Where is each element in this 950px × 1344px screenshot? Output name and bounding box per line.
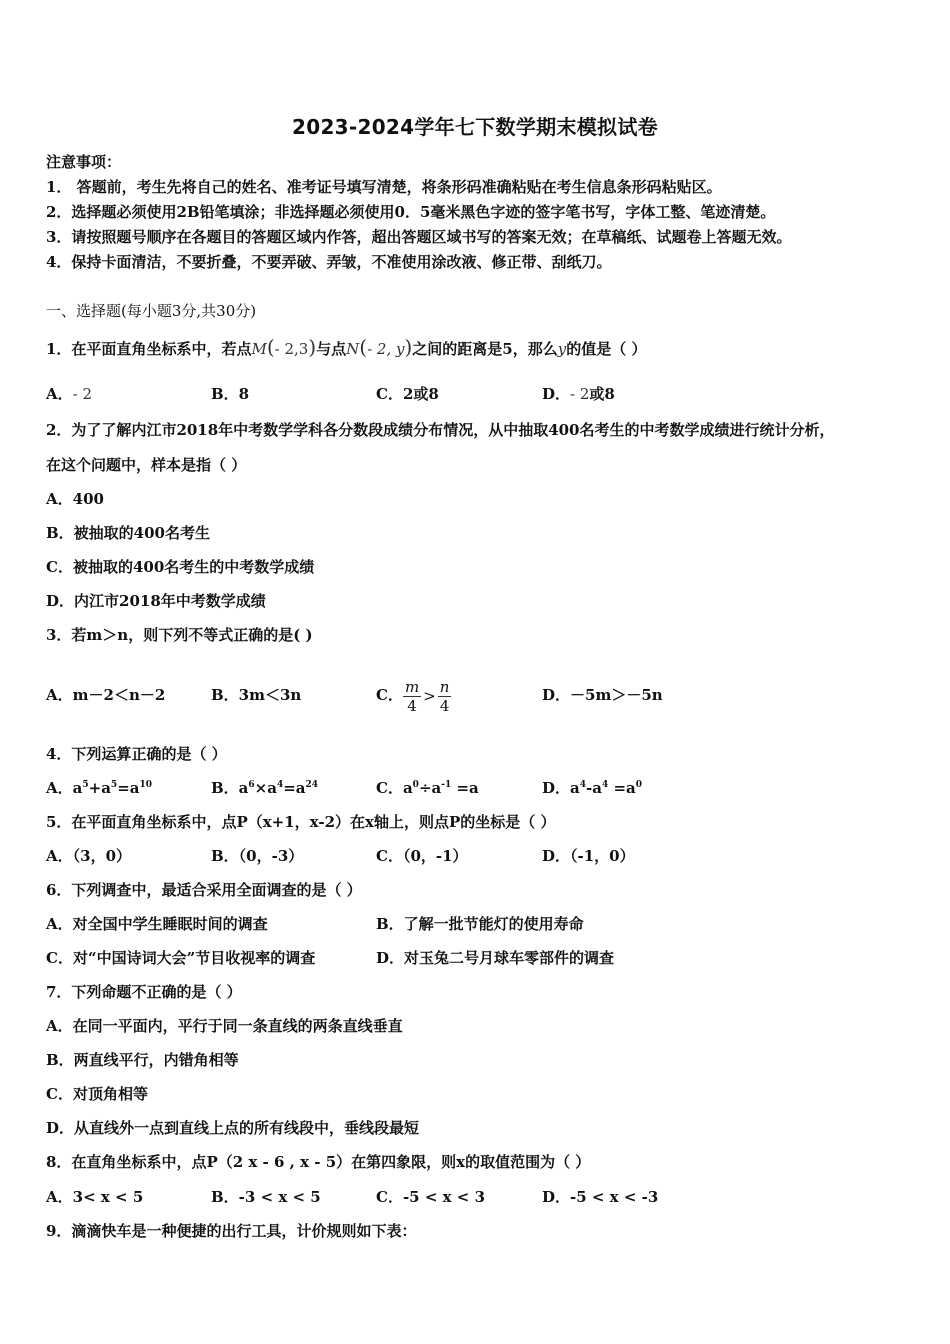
q2-option-b: B．被抽取的400名考生 xyxy=(46,524,210,542)
notice-item-2: 2．选择题必须使用2B铅笔填涂；非选择题必须使用0．5毫米黑色字迹的签字笔书写，字体工整、笔迹清楚。 xyxy=(46,203,776,221)
q1-point-m: M xyxy=(251,340,267,358)
q1-point-n: N xyxy=(346,340,360,358)
q3-option-d: D．－5m＞－5n xyxy=(542,686,663,704)
q6-option-d: D．对玉兔二号月球车零部件的调查 xyxy=(376,949,615,967)
question-3-stem: 3．若m＞n，则下列不等式正确的是( ) xyxy=(46,626,313,644)
q3-option-b: B．3m＜3n xyxy=(211,686,302,704)
question-2-stem-line-1: 2．为了了解内江市2018年中考数学学科各分数段成绩分布情况，从中抽取400名考生的中考数学成绩进行统计分析， xyxy=(46,421,835,439)
q8-option-a: A．3< x < 5 xyxy=(46,1188,144,1206)
q1-option-d: D．- 2或8 xyxy=(542,385,615,403)
question-9-stem: 9．滴滴快车是一种便捷的出行工具，计价规则如下表： xyxy=(46,1222,417,1240)
q7-option-c: C．对顶角相等 xyxy=(46,1085,148,1103)
q7-option-a: A．在同一平面内，平行于同一条直线的两条直线垂直 xyxy=(46,1017,403,1035)
q1-text-1: 1．在平面直角坐标系中，若点 xyxy=(46,340,252,358)
question-2-stem-line-2: 在这个问题中，样本是指（ ） xyxy=(46,456,247,474)
q1-var-y: y xyxy=(557,340,567,358)
q8-option-d: D．-5 < x < -3 xyxy=(542,1188,659,1206)
q3-fraction-n-over-4: $\frac{n}{4}$ xyxy=(439,677,450,715)
q1-point-m-coords: - 2,3 xyxy=(274,340,309,358)
q6-option-c: C．对“中国诗词大会”节目收视率的调查 xyxy=(46,949,316,967)
question-7-stem: 7．下列命题不正确的是（ ） xyxy=(46,983,242,1001)
question-5-stem: 5．在平面直角坐标系中，点P（x+1，x-2）在x轴上，则点P的坐标是（ ） xyxy=(46,813,556,831)
q1-option-a: A．- 2 xyxy=(46,385,93,403)
notice-item-1: 1． 答题前，考生先将自己的姓名、准考证号填写清楚，将条形码准确粘贴在考生信息条形码粘贴区。 xyxy=(46,178,722,196)
page-title: 2023-2024学年七下数学期末模拟试卷 xyxy=(292,115,658,139)
q5-option-a: A．（3，0） xyxy=(46,847,132,865)
q4-option-d: D．$a^4-a^4 =a^0$ xyxy=(542,779,642,797)
q4-option-b: B．$a^6\times a^4=a^{24}$ xyxy=(211,779,319,797)
q2-option-d: D．内江市2018年中考数学成绩 xyxy=(46,592,266,610)
q1-text-2: 与点 xyxy=(316,340,347,358)
q6-option-a: A．对全国中学生睡眠时间的调查 xyxy=(46,915,268,933)
question-8-stem: 8．在直角坐标系中，点P（2 x - 6 , x - 5）在第四象限，则x的取值范围为（ ） xyxy=(46,1153,591,1171)
question-6-stem: 6．下列调查中，最适合采用全面调查的是（ ） xyxy=(46,881,362,899)
q1-text-4: 的值是（ ） xyxy=(566,340,647,358)
question-1-stem: 1．在平面直角坐标系中，若点M(- 2,3)与点N(- 2, y)之间的距离是5，那么y的值是（ ） xyxy=(46,335,647,359)
q3-option-a: A．m－2＜n－2 xyxy=(46,686,166,704)
q2-option-a: A．400 xyxy=(46,490,104,508)
q8-option-b: B．-3 < x < 5 xyxy=(211,1188,321,1206)
q5-option-c: C．（0，-1） xyxy=(376,847,468,865)
notice-heading: 注意事项： xyxy=(46,153,122,171)
notice-item-4: 4．保持卡面清洁，不要折叠，不要弄破、弄皱，不准使用涂改液、修正带、刮纸刀。 xyxy=(46,253,612,271)
q6-option-b: B．了解一批节能灯的使用寿命 xyxy=(376,915,584,933)
q1-point-n-coords: - 2, y xyxy=(367,340,405,358)
q5-option-d: D．（-1，0） xyxy=(542,847,635,865)
q3-option-c: C． $\frac{m}{4}$ > $\frac{n}{4}$ xyxy=(376,677,450,715)
q2-option-c: C．被抽取的400名考生的中考数学成绩 xyxy=(46,558,315,576)
q7-option-b: B．两直线平行，内错角相等 xyxy=(46,1051,239,1069)
question-4-stem: 4．下列运算正确的是（ ） xyxy=(46,745,227,763)
q4-option-c: C．$a^0\div a^{-1} =a$ xyxy=(376,779,479,797)
q5-option-b: B．（0，-3） xyxy=(211,847,304,865)
q1-option-b: B．8 xyxy=(211,385,250,403)
q3-fraction-m-over-4: $\frac{m}{4}$ xyxy=(404,677,420,715)
q1-text-3: 之间的距离是5，那么 xyxy=(412,340,558,358)
q8-option-c: C．-5 < x < 3 xyxy=(376,1188,486,1206)
q7-option-d: D．从直线外一点到直线上点的所有线段中，垂线段最短 xyxy=(46,1119,420,1137)
q4-option-a: A．$a^5+a^5=a^{10}$ xyxy=(46,779,153,797)
q1-option-c: C．2或8 xyxy=(376,385,439,403)
notice-item-3: 3．请按照题号顺序在各题目的答题区域内作答，超出答题区域书写的答案无效；在草稿纸、试题卷上答题无效。 xyxy=(46,228,792,246)
section-heading: 一、选择题(每小题3分,共30分) xyxy=(46,302,257,320)
